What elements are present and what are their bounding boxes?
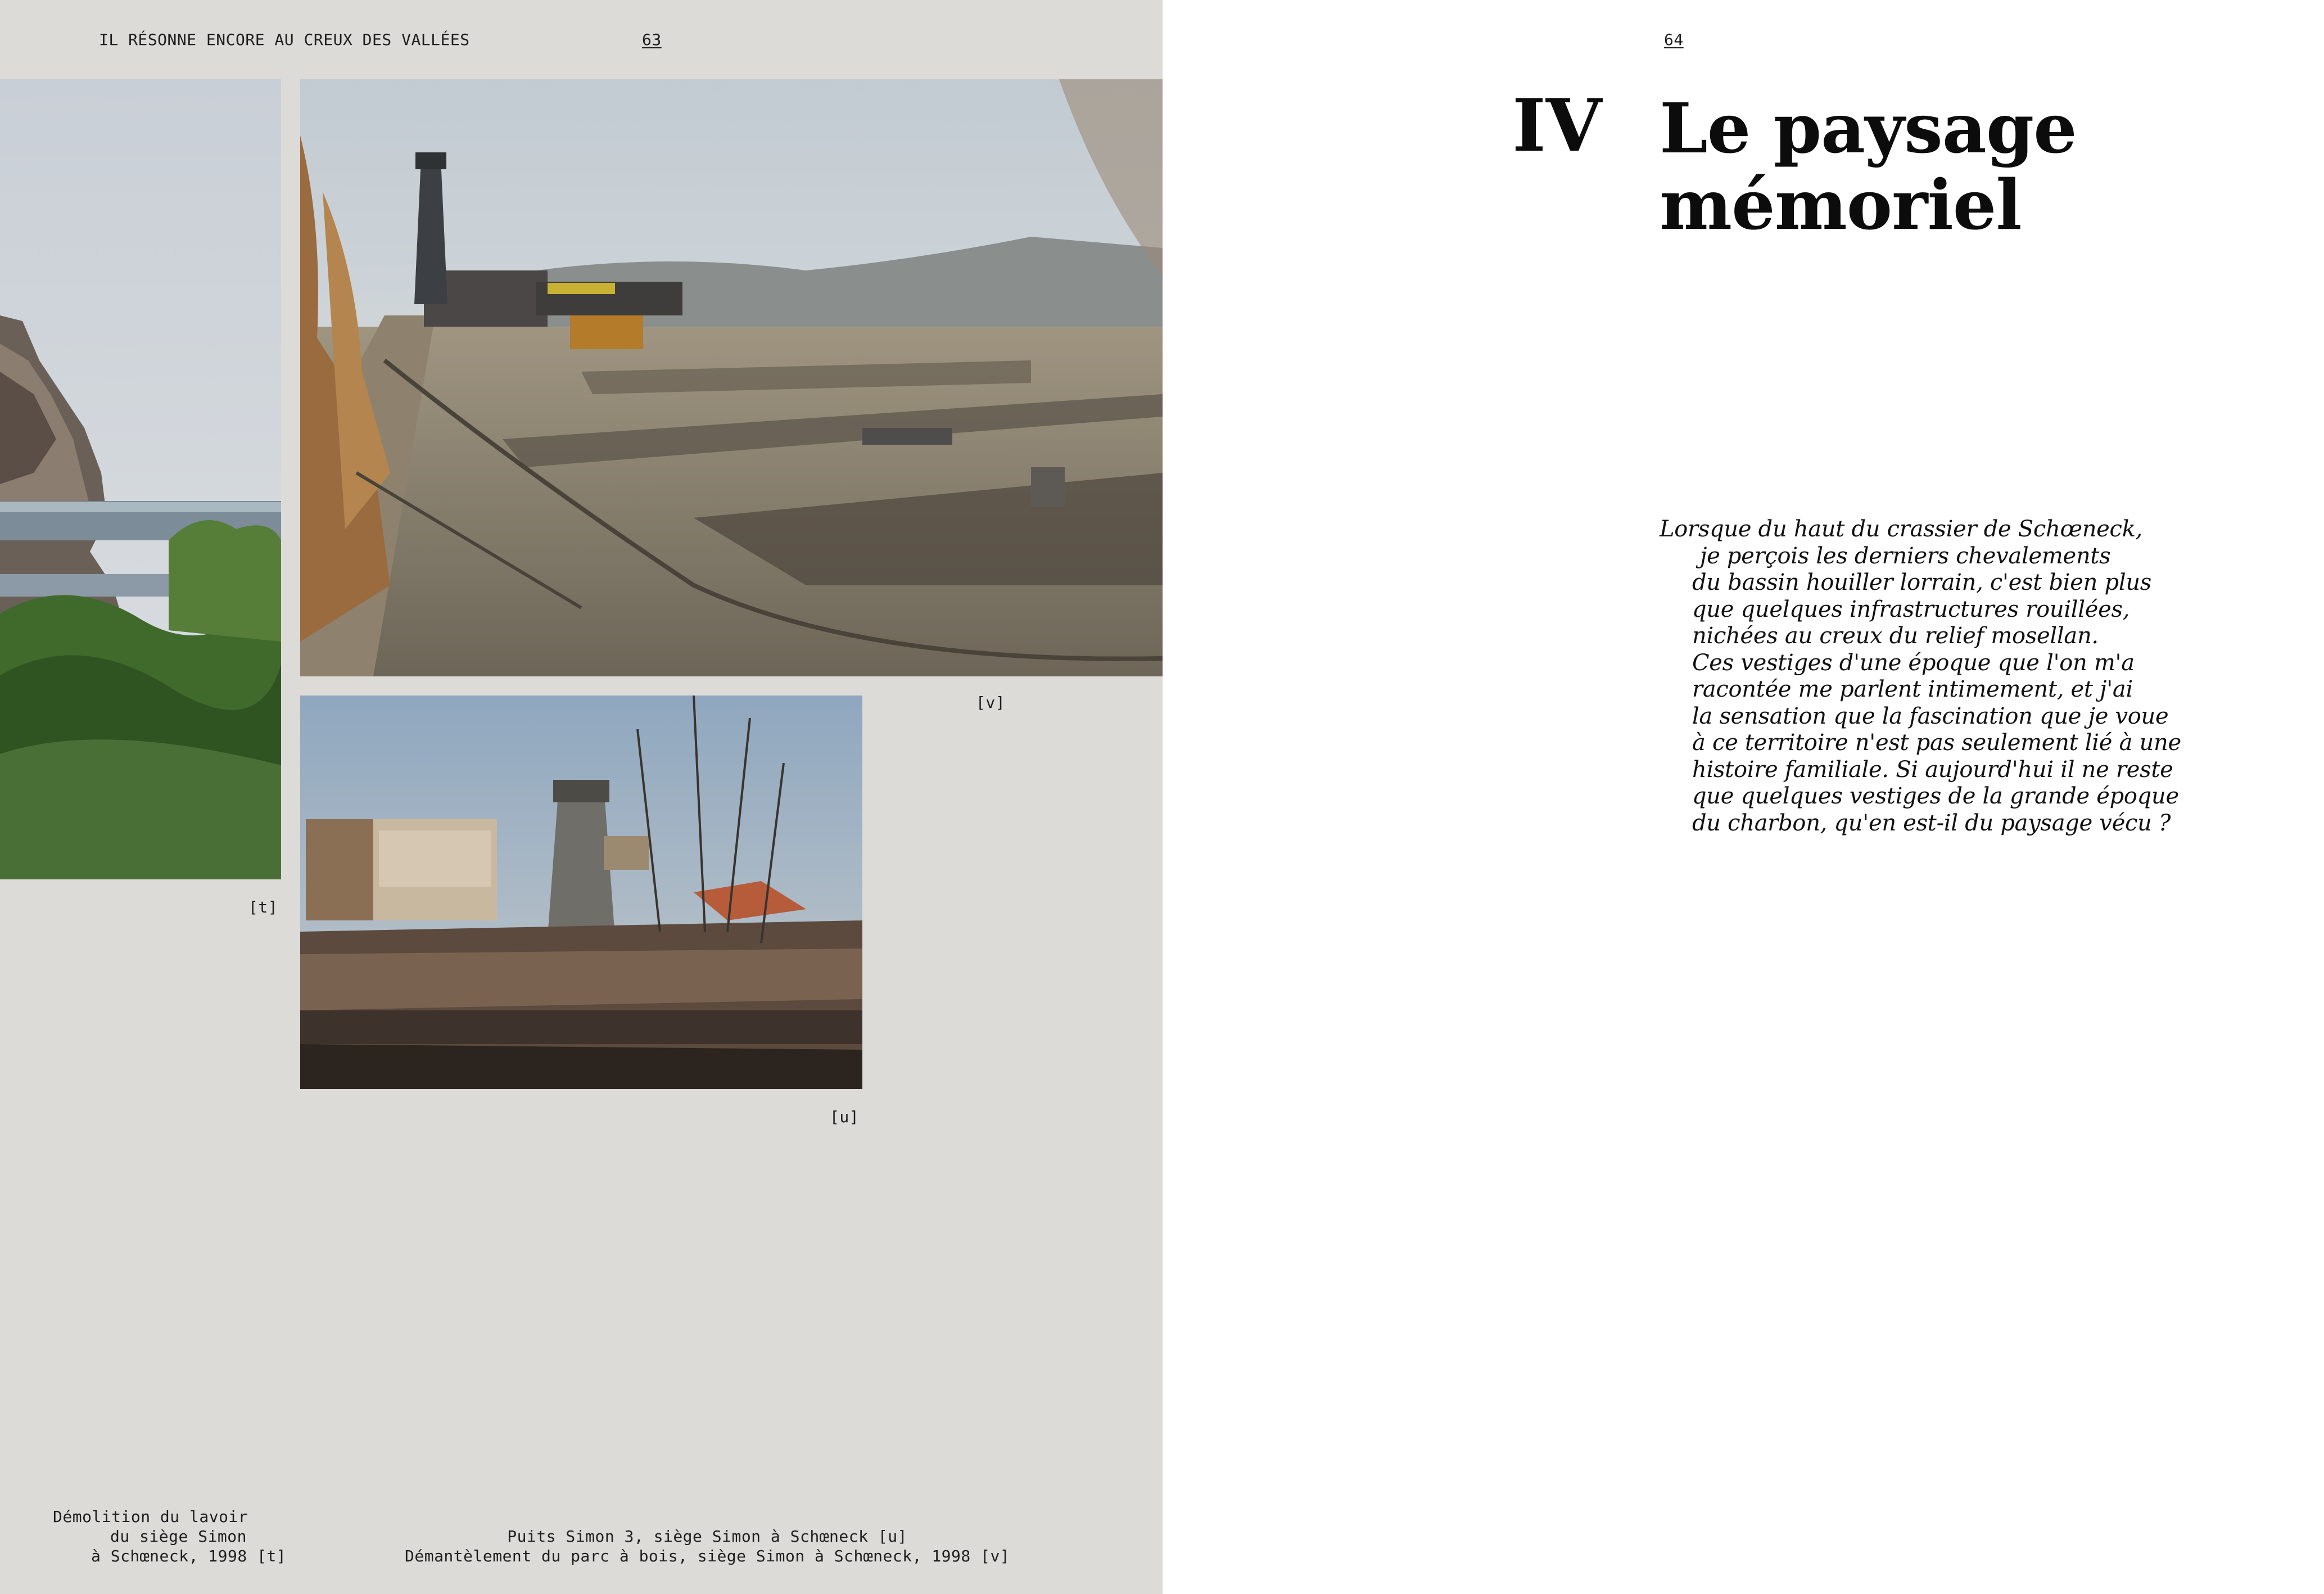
photo-label-u: [u] xyxy=(830,1108,860,1126)
photo-u-puits-simon-3 xyxy=(300,696,862,1089)
caption-v-line: Démantèlement du parc à bois, siège Simon à Schœneck, 1998 [v] xyxy=(405,1547,1010,1565)
caption-t-line-1: Démolition du lavoir xyxy=(53,1507,248,1526)
caption-t-line-3: à Schœneck, 1998 [t] xyxy=(91,1547,287,1565)
poem-line-5: nichées au creux du relief mosellan. xyxy=(1692,623,2099,649)
photo-label-v: [v] xyxy=(976,693,1006,712)
poem-line-11: que quelques vestiges de la grande époque xyxy=(1692,783,2179,809)
caption-photo-t xyxy=(53,1507,286,1566)
caption-u-line: Puits Simon 3, siège Simon à Schœneck [u] xyxy=(507,1527,907,1546)
caption-photos-u-v xyxy=(405,1527,1010,1566)
chapter-title xyxy=(1660,90,2077,243)
chapter-title-line-2: mémoriel xyxy=(1660,164,2022,245)
right-page xyxy=(1163,0,2324,1594)
poem-line-6: Ces vestiges d'une époque que l'on m'a xyxy=(1692,649,2135,676)
poem-line-9: à ce territoire n'est pas seulement lié à une xyxy=(1692,730,2181,756)
intro-poem xyxy=(1660,516,2181,837)
photo-label-t: [t] xyxy=(248,898,278,916)
poem-line-3: du bassin houiller lorrain, c'est bien plus xyxy=(1692,570,2152,595)
poem-line-8: la sensation que la fascination que je voue xyxy=(1692,703,2169,729)
poem-line-4: que quelques infrastructures rouillées, xyxy=(1692,596,2130,622)
running-head: IL RÉSONNE ENCORE AU CREUX DES VALLÉES xyxy=(99,30,470,49)
poem-line-12: du charbon, qu'en est-il du paysage vécu ? xyxy=(1692,810,2171,836)
photo-t-demolition-lavoir xyxy=(0,79,281,879)
poem-line-10: histoire familiale. Si aujourd'hui il ne reste xyxy=(1692,756,2173,783)
page-number-left: 63 xyxy=(642,30,662,49)
poem-line-1: Lorsque du haut du crassier de Schœneck, xyxy=(1660,516,2142,542)
photo-v-parc-a-bois xyxy=(300,79,1163,676)
chapter-title-line-1: Le paysage xyxy=(1660,88,2077,169)
caption-t-line-2: du siège Simon xyxy=(110,1527,247,1546)
poem-line-2: je perçois les derniers chevalements xyxy=(1700,543,2111,569)
page-number-right: 64 xyxy=(1664,30,1684,49)
poem-line-7: racontée me parlent intimement, et j'ai xyxy=(1692,676,2133,702)
chapter-number: IV xyxy=(1512,84,1602,168)
